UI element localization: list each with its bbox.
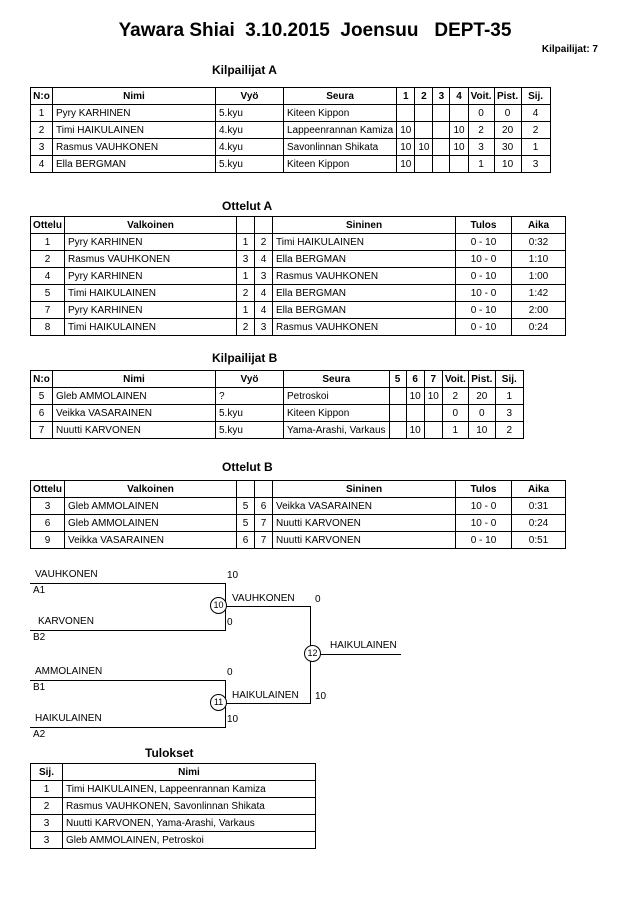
table-cell: 1 <box>521 139 550 156</box>
table-cell <box>406 405 424 422</box>
bracket-entry-name: AMMOLAINEN <box>35 666 103 677</box>
table-row <box>31 422 524 439</box>
table-cell <box>389 405 406 422</box>
table-cell: 1 <box>31 234 65 251</box>
table-cell: 2 <box>521 122 550 139</box>
table-cell: 4 <box>255 285 273 302</box>
table-cell: 6 <box>255 498 273 515</box>
bracket-line <box>225 703 311 704</box>
column-header: N:o <box>31 371 53 388</box>
competitors-count: Kilpailijat: 7 <box>541 44 598 55</box>
column-header: Pist. <box>468 371 495 388</box>
table-cell <box>389 422 406 439</box>
column-header: Nimi <box>63 764 316 781</box>
bracket-entry-name: KARVONEN <box>38 616 94 627</box>
table-cell: 5 <box>31 388 53 405</box>
bracket-entry-seed: B2 <box>33 632 46 643</box>
table-cell: Nuutti KARVONEN <box>273 532 456 549</box>
table-row <box>31 319 566 336</box>
table-cell: Kiteen Kippon <box>284 405 390 422</box>
table-cell: 6 <box>237 532 255 549</box>
table-cell: 2 <box>442 388 468 405</box>
table-cell: 2 <box>495 422 523 439</box>
table-row <box>31 105 551 122</box>
table-header <box>31 481 566 498</box>
column-header: Valkoinen <box>65 481 237 498</box>
bracket-winner-score: 10 <box>315 691 327 702</box>
table-cell: Timi HAIKULAINEN <box>273 234 456 251</box>
table-cell: 2 <box>237 285 255 302</box>
bracket-entry-seed: A1 <box>33 585 46 596</box>
table-row <box>31 302 566 319</box>
table-cell: 3 <box>31 832 63 849</box>
table-cell: Rasmus VAUHKONEN <box>273 319 456 336</box>
table-cell: 2 <box>31 122 53 139</box>
table-cell: 1 <box>468 156 494 173</box>
table-cell: Rasmus VAUHKONEN <box>53 139 216 156</box>
table-cell <box>397 105 415 122</box>
column-header: 6 <box>406 371 424 388</box>
table-row <box>31 285 566 302</box>
table-cell: 9 <box>31 532 65 549</box>
column-header: N:o <box>31 88 53 105</box>
table-cell: 2 <box>31 798 63 815</box>
table-cell: 5.kyu <box>216 405 284 422</box>
table-cell: 7 <box>31 422 53 439</box>
bracket-line <box>30 583 226 584</box>
table-header-row <box>31 371 524 388</box>
table-cell: 0 <box>494 105 521 122</box>
table-cell: 7 <box>255 515 273 532</box>
column-header: Sininen <box>273 217 456 234</box>
bracket-line <box>311 654 401 655</box>
table-cell: 0 - 10 <box>456 268 512 285</box>
section-heading-ottelut-a: Ottelut A <box>222 199 273 213</box>
table-cell: 0:31 <box>512 498 566 515</box>
table-cell: 2 <box>468 122 494 139</box>
table-cell: 4 <box>255 251 273 268</box>
tulokset-table <box>30 763 316 849</box>
table-cell: Gleb AMMOLAINEN <box>65 515 237 532</box>
table-row <box>31 498 566 515</box>
table-header <box>31 371 524 388</box>
table-cell: 10 <box>424 388 442 405</box>
column-header: 4 <box>450 88 468 105</box>
table-cell: 3 <box>31 498 65 515</box>
table-cell: 0 - 10 <box>456 302 512 319</box>
table-cell: 10 <box>415 139 433 156</box>
table-cell: Pyry KARHINEN <box>65 302 237 319</box>
column-header: Sij. <box>31 764 63 781</box>
table-cell: 3 <box>495 405 523 422</box>
table-row <box>31 781 316 798</box>
table-row <box>31 122 551 139</box>
table-cell: Pyry KARHINEN <box>53 105 216 122</box>
kilpailijat-a-table <box>30 87 551 173</box>
bracket-line <box>30 680 226 681</box>
table-cell: 5.kyu <box>216 156 284 173</box>
table-header <box>31 88 551 105</box>
table-cell: 4 <box>31 268 65 285</box>
bracket-line <box>30 727 226 728</box>
bracket-match-node: 11 <box>210 694 227 711</box>
column-header: Vyö <box>216 88 284 105</box>
table-cell: Ella BERGMAN <box>53 156 216 173</box>
column-header: Valkoinen <box>65 217 237 234</box>
table-cell <box>389 388 406 405</box>
bracket-final-winner-name: HAIKULAINEN <box>330 640 397 651</box>
table-cell: 10 <box>397 122 415 139</box>
column-header <box>237 217 255 234</box>
table-cell: Gleb AMMOLAINEN, Petroskoi <box>63 832 316 849</box>
table-header-row <box>31 481 566 498</box>
table-cell: 4 <box>521 105 550 122</box>
table-cell: 5 <box>31 285 65 302</box>
table-row <box>31 388 524 405</box>
table-cell: 20 <box>468 388 495 405</box>
table-cell: 7 <box>31 302 65 319</box>
table-cell: 10 <box>397 139 415 156</box>
table-cell: Timi HAIKULAINEN <box>53 122 216 139</box>
table-cell: 5 <box>237 498 255 515</box>
table-cell: Ella BERGMAN <box>273 302 456 319</box>
table-cell: 0 <box>468 105 494 122</box>
table-cell: 10 <box>450 139 468 156</box>
bracket-match-node: 12 <box>304 645 321 662</box>
table-cell: 6 <box>31 515 65 532</box>
table-cell: Kiteen Kippon <box>284 156 397 173</box>
table-cell <box>450 156 468 173</box>
column-header: 3 <box>433 88 450 105</box>
column-header: Tulos <box>456 217 512 234</box>
table-cell: 0 <box>468 405 495 422</box>
table-cell: 1 <box>31 105 53 122</box>
table-cell: 2 <box>255 234 273 251</box>
table-cell: 4.kyu <box>216 139 284 156</box>
table-cell: Timi HAIKULAINEN, Lappeenrannan Kamiza <box>63 781 316 798</box>
table-cell: Nuutti KARVONEN <box>53 422 216 439</box>
table-cell: 0 <box>442 405 468 422</box>
table-cell: 10 - 0 <box>456 285 512 302</box>
ottelut-a-table <box>30 216 566 336</box>
table-cell: 10 <box>397 156 415 173</box>
table-cell: 1 <box>237 234 255 251</box>
table-header <box>31 764 316 781</box>
bracket-line <box>225 606 311 607</box>
ottelut-b-table <box>30 480 566 549</box>
bracket-winner-name: VAUHKONEN <box>232 593 295 604</box>
table-cell: Ella BERGMAN <box>273 285 456 302</box>
column-header <box>255 217 273 234</box>
column-header: Vyö <box>216 371 284 388</box>
bracket-winner-score: 0 <box>315 594 321 605</box>
table-body <box>31 105 551 173</box>
bracket-entry-score: 0 <box>227 667 233 678</box>
table-cell <box>415 105 433 122</box>
table-cell: Lappeenrannan Kamiza <box>284 122 397 139</box>
column-header: Tulos <box>456 481 512 498</box>
bracket-match-node: 10 <box>210 597 227 614</box>
table-header-row <box>31 217 566 234</box>
column-header: Sij. <box>521 88 550 105</box>
table-row <box>31 234 566 251</box>
table-cell <box>433 139 450 156</box>
table-cell: 10 <box>450 122 468 139</box>
table-cell: Rasmus VAUHKONEN <box>65 251 237 268</box>
table-row <box>31 405 524 422</box>
column-header: Nimi <box>53 88 216 105</box>
table-cell: 5.kyu <box>216 105 284 122</box>
table-cell: 10 <box>406 422 424 439</box>
table-header-row <box>31 88 551 105</box>
table-row <box>31 251 566 268</box>
table-cell: Nuutti KARVONEN <box>273 515 456 532</box>
bracket-winner-name: HAIKULAINEN <box>232 690 299 701</box>
table-cell: 10 - 0 <box>456 515 512 532</box>
table-row <box>31 798 316 815</box>
table-cell <box>450 105 468 122</box>
table-cell: 10 <box>468 422 495 439</box>
table-body <box>31 234 566 336</box>
table-cell: 7 <box>255 532 273 549</box>
column-header: Ottelu <box>31 217 65 234</box>
table-cell: Rasmus VAUHKONEN <box>273 268 456 285</box>
column-header: Sininen <box>273 481 456 498</box>
table-header-row <box>31 764 316 781</box>
table-cell: Savonlinnan Shikata <box>284 139 397 156</box>
kilpailijat-b-table <box>30 370 524 439</box>
table-row <box>31 815 316 832</box>
column-header: 7 <box>424 371 442 388</box>
table-cell <box>433 105 450 122</box>
table-cell: Nuutti KARVONEN, Yama-Arashi, Varkaus <box>63 815 316 832</box>
table-cell: 3 <box>31 139 53 156</box>
column-header: 1 <box>397 88 415 105</box>
table-cell <box>415 122 433 139</box>
table-cell: 4 <box>31 156 53 173</box>
table-cell: 1 <box>442 422 468 439</box>
table-cell: Pyry KARHINEN <box>65 234 237 251</box>
table-cell: 1 <box>237 268 255 285</box>
table-cell: Yama-Arashi, Varkaus <box>284 422 390 439</box>
table-cell: Gleb AMMOLAINEN <box>65 498 237 515</box>
table-cell <box>433 122 450 139</box>
table-cell: 0 - 10 <box>456 234 512 251</box>
column-header: Voit. <box>442 371 468 388</box>
column-header: 2 <box>415 88 433 105</box>
section-heading-kilpailijat-a: Kilpailijat A <box>212 63 277 77</box>
table-body <box>31 498 566 549</box>
bracket-entry-name: VAUHKONEN <box>35 569 98 580</box>
table-cell <box>433 156 450 173</box>
table-row <box>31 156 551 173</box>
table-cell: 3 <box>255 268 273 285</box>
bracket-entry-score: 0 <box>227 617 233 628</box>
table-cell: 4.kyu <box>216 122 284 139</box>
table-cell: Kiteen Kippon <box>284 105 397 122</box>
column-header: Aika <box>512 481 566 498</box>
table-row <box>31 139 551 156</box>
bracket-entry-score: 10 <box>227 714 239 725</box>
table-cell: 10 - 0 <box>456 251 512 268</box>
table-cell: 10 <box>406 388 424 405</box>
column-header: Sij. <box>495 371 523 388</box>
table-body <box>31 781 316 849</box>
table-cell: 10 <box>494 156 521 173</box>
table-cell: 5.kyu <box>216 422 284 439</box>
column-header: Aika <box>512 217 566 234</box>
table-cell: 5 <box>237 515 255 532</box>
table-cell: Veikka VASARAINEN <box>65 532 237 549</box>
table-cell: Timi HAIKULAINEN <box>65 319 237 336</box>
table-cell: 2 <box>31 251 65 268</box>
table-cell <box>415 156 433 173</box>
table-header <box>31 217 566 234</box>
table-body <box>31 388 524 439</box>
table-cell: Veikka VASARAINEN <box>273 498 456 515</box>
column-header: Pist. <box>494 88 521 105</box>
table-cell: Timi HAIKULAINEN <box>65 285 237 302</box>
bracket-entry-seed: A2 <box>33 729 46 740</box>
table-cell: 1 <box>31 781 63 798</box>
table-row <box>31 832 316 849</box>
table-cell: 3 <box>31 815 63 832</box>
column-header: Ottelu <box>31 481 65 498</box>
column-header: Seura <box>284 371 390 388</box>
column-header: Nimi <box>53 371 216 388</box>
table-cell: 1:10 <box>512 251 566 268</box>
table-cell: 1 <box>237 302 255 319</box>
bracket-entry-score: 10 <box>227 570 239 581</box>
table-cell: 2:00 <box>512 302 566 319</box>
section-heading-tulokset: Tulokset <box>145 746 194 760</box>
section-heading-kilpailijat-b: Kilpailijat B <box>212 351 278 365</box>
table-cell <box>424 405 442 422</box>
bracket-entry-name: HAIKULAINEN <box>35 713 102 724</box>
table-cell: 4 <box>255 302 273 319</box>
section-heading-ottelut-b: Ottelut B <box>222 460 273 474</box>
table-row <box>31 515 566 532</box>
column-header: 5 <box>389 371 406 388</box>
table-cell: 0 - 10 <box>456 319 512 336</box>
bracket-line <box>30 630 226 631</box>
table-cell <box>424 422 442 439</box>
table-cell: 20 <box>494 122 521 139</box>
table-cell: Veikka VASARAINEN <box>53 405 216 422</box>
table-cell: 0:32 <box>512 234 566 251</box>
table-cell: 1 <box>495 388 523 405</box>
table-cell: 10 - 0 <box>456 498 512 515</box>
table-cell: 30 <box>494 139 521 156</box>
table-cell: ? <box>216 388 284 405</box>
table-cell: Rasmus VAUHKONEN, Savonlinnan Shikata <box>63 798 316 815</box>
column-header: Seura <box>284 88 397 105</box>
table-cell: 0:51 <box>512 532 566 549</box>
table-cell: 1:42 <box>512 285 566 302</box>
table-cell: Ella BERGMAN <box>273 251 456 268</box>
table-cell: 8 <box>31 319 65 336</box>
column-header <box>255 481 273 498</box>
table-cell: Gleb AMMOLAINEN <box>53 388 216 405</box>
table-cell: 0 - 10 <box>456 532 512 549</box>
column-header <box>237 481 255 498</box>
table-cell: 3 <box>521 156 550 173</box>
table-cell: 3 <box>468 139 494 156</box>
bracket-diagram <box>0 563 630 746</box>
table-cell: 6 <box>31 405 53 422</box>
table-cell: 0:24 <box>512 319 566 336</box>
column-header: Voit. <box>468 88 494 105</box>
table-cell: 3 <box>255 319 273 336</box>
document-title: Yawara Shiai 3.10.2015 Joensuu DEPT-35 <box>118 20 512 41</box>
table-cell: 0:24 <box>512 515 566 532</box>
table-cell: 3 <box>237 251 255 268</box>
bracket-entry-seed: B1 <box>33 682 46 693</box>
table-row <box>31 532 566 549</box>
table-cell: 1:00 <box>512 268 566 285</box>
table-row <box>31 268 566 285</box>
table-cell: 2 <box>237 319 255 336</box>
table-cell: Pyry KARHINEN <box>65 268 237 285</box>
table-cell: Petroskoi <box>284 388 390 405</box>
